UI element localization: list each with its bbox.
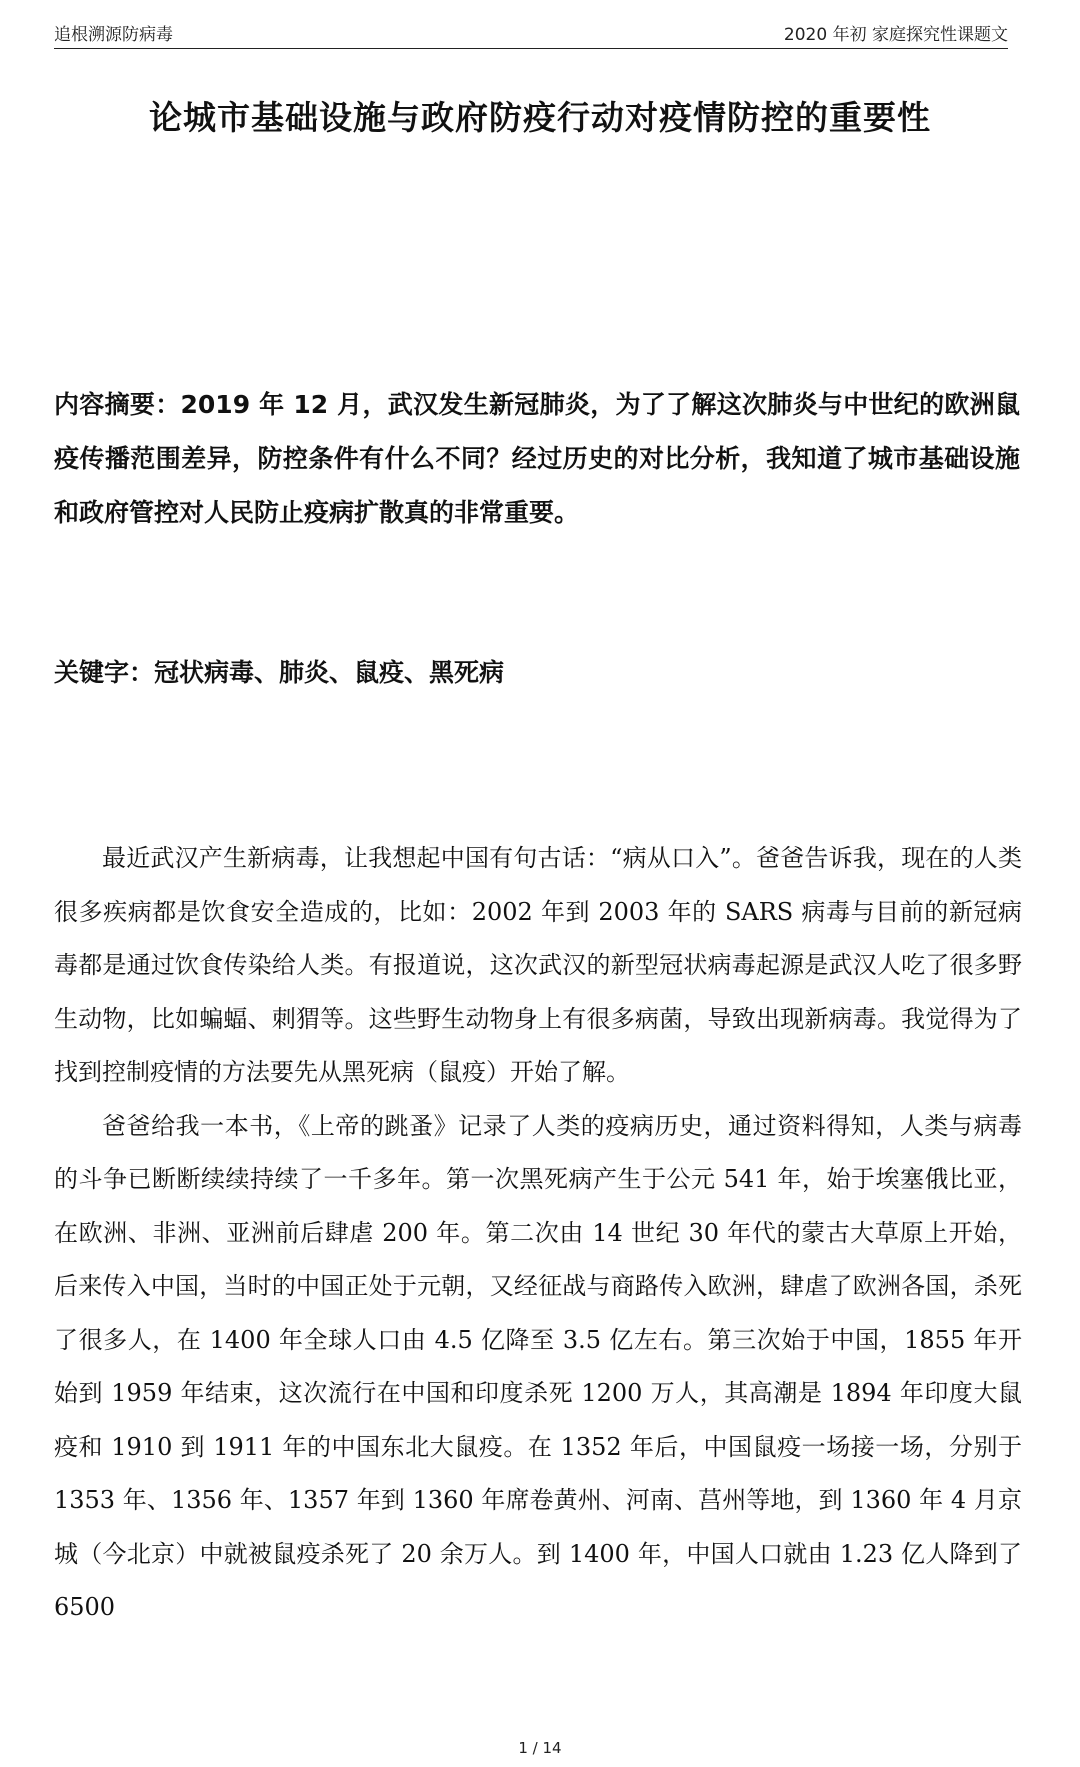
page-number: 1 / 14 xyxy=(518,1739,562,1757)
page-header xyxy=(54,18,1008,49)
header-left-text: 追根溯源防病毒 xyxy=(54,25,173,45)
body-text xyxy=(54,832,1022,1635)
keywords: 关键字：冠状病毒、肺炎、鼠疫、黑死病 xyxy=(54,658,505,687)
document-title: 论城市基础设施与政府防疫行动对疫情防控的重要性 xyxy=(149,98,931,137)
paragraph: 最近武汉产生新病毒，让我想起中国有句古话：“病从口入”。爸爸告诉我，现在的人类很多疾病都是饮食安全造成的，比如：2002 年到 2003 年的 SARS 病毒与目前的新冠病毒都是通过饮食传染给人类。有报道说，这次武汉的新型冠状病毒起源是武汉人吃了很多野生动物，比如蝙蝠、刺猬等。这些野生动物身上有很多病菌，导致出现新病毒。我觉得为了找到控制疫情的方法要先从黑死病（鼠疫）开始了解。 xyxy=(54,844,1022,1086)
abstract: 内容摘要：2019 年 12 月，武汉发生新冠肺炎，为了了解这次肺炎与中世纪的欧洲鼠疫传播范围差异，防控条件有什么不同？经过历史的对比分析，我知道了城市基础设施和政府管控对人民防止疫病扩散真的非常重要。 xyxy=(54,390,1020,527)
paragraph: 爸爸给我一本书，《上帝的跳蚤》记录了人类的疫病历史，通过资料得知，人类与病毒的斗争已断断续续持续了一千多年。第一次黑死病产生于公元 541 年，始于埃塞俄比亚，在欧洲、非洲、亚洲前后肆虐 200 年。第二次由 14 世纪 30 年代的蒙古大草原上开始，后来传入中国，当时的中国正处于元朝，又经征战与商路传入欧洲，肆虐了欧洲各国，杀死了很多人，在 1400 年全球人口由 4.5 亿降至 3.5 亿左右。第三次始于中国，1855 年开始到 1959 年结束，这次流行在中国和印度杀死 1200 万人，其高潮是 1894 年印度大鼠疫和 1910 到 1911 年的中国东北大鼠疫。在 1352 年后，中国鼠疫一场接一场，分别于 1353 年、1356 年、1357 年到 1360 年席卷黄州、河南、莒州等地，到 1360 年 4 月京城（今北京）中就被鼠疫杀死了 20 余万人。到 1400 年，中国人口就由 1.23 亿人降到了 6500 xyxy=(54,1111,1022,1621)
header-right-text: 2020 年初 家庭探究性课题文 xyxy=(783,25,1008,45)
